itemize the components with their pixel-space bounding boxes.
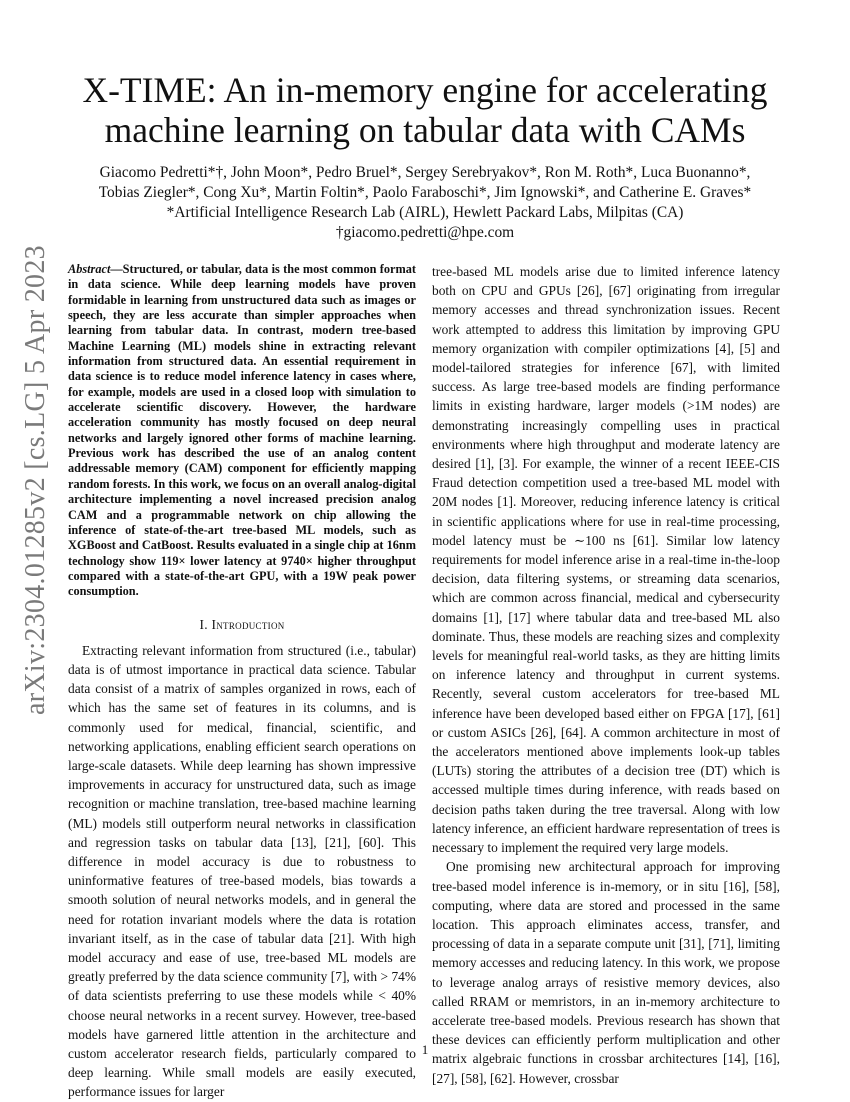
affiliation: *Artificial Intelligence Research Lab (AIRL), Hewlett Packard Labs, Milpitas (CA) xyxy=(166,204,684,221)
left-column xyxy=(68,262,416,1102)
authors-line-2: Tobias Ziegler*, Cong Xu*, Martin Foltin*, Paolo Faraboschi*, Jim Ignowski*, and Catherine E. Graves* xyxy=(98,184,752,201)
abstract-lead: Abstract xyxy=(68,262,111,276)
authors-line-1: Giacomo Pedretti*†, John Moon*, Pedro Bruel*, Sergey Serebryakov*, Ron M. Roth*, Luca Buonanno*, xyxy=(99,164,751,181)
intro-paragraph-2: One promising new architectural approach for improving tree-based model inference is in-memory, or in situ [16], [58], computing, where data are stored and processed in the same location. This approach eliminates access, transfer, and processing of data in a separate compute unit [31], [71], limiting memory accesses and reducing latency. In this work, we propose to leverage analog arrays of resistive memory devices, also called RRAM or memristors, in an in-memory architecture to accelerate tree-based models. Previous research has shown that these devices can efficiently perform multiplication and other matrix algebraic functions in crossbar architectures [14], [16], [27], [58], [62]. However, crossbar xyxy=(432,859,780,1086)
page-number: 1 xyxy=(421,1042,429,1057)
abstract-text: —Structured, or tabular, data is the most common format in data science. While deep learning models have proven formidable in learning from unstructured data such as images or speech, they are less accurate than simpler approaches when learning from tabular data. In contrast, modern tree-based Machine Learning (ML) models shine in extracting relevant information from structured data. An essential requirement in data science is to reduce model inference latency in cases where, for example, models are used in a closed loop with simulation to accelerate scientific discovery. However, the hardware acceleration community has mostly focused on deep neural networks and largely ignored other forms of machine learning. Previous work has described the use of an analog content addressable memory (CAM) component for efficiently mapping random forests. In this work, we focus on an overall analog-digital architecture implementing a novel increased precision analog CAM and a programmable network on chip allowing the inference of state-of-the-art tree-based ML models, such as XGBoost and CatBoost. Results evaluated in a single chip at 16nm technology show 119× lower latency at 9740× higher throughput compared with a state-of-the-art GPU, with a 19W peak power consumption. xyxy=(68,262,416,599)
author-block xyxy=(60,163,790,243)
title-line-1: X-TIME: An in-memory engine for accelerating xyxy=(82,70,768,110)
paper-title xyxy=(60,70,790,150)
arxiv-sidebar xyxy=(8,245,64,715)
author-email: †giacomo.pedretti@hpe.com xyxy=(335,224,515,241)
right-column xyxy=(432,262,780,1088)
section-heading: I. Introduction xyxy=(199,616,285,632)
intro-paragraph-1-continued: tree-based ML models arise due to limited inference latency both on CPU and GPUs [26], [67] originating from irregular memory accesses and thread synchronization issues. Recent work attempted to address this limitation by improving GPU memory organization with compiler optimizations [4], [5] and model-tailored strategies for inference [67], with limited success. As large tree-based models are finding performance limits in existing hardware, larger models (>1M nodes) are demonstrating increasingly compelling uses in practical environments where high throughput and moderate latency are desired [1], [3]. For example, the winner of a recent IEEE-CIS Fraud detection competition used a tree-based ML model with 20M nodes [1]. Moreover, reducing inference latency is critical in scientific applications where for use in real-time processing, model latency must be ∼100 ns [61]. Similar low latency requirements for model inference arise in a real-time in-the-loop decision, data filtering systems, or streaming data scenarios, which are common across financial, medical and cybersecurity domains [1], [17] where tabular data and tree-based ML also dominate. Thus, these models are reaching sizes and complexity levels for meaningful real-world tasks, as they are hitting limits on inference latency and throughput in current systems. Recently, several custom accelerators for tree-based ML inference have been developed based either on FPGA [17], [61] or custom ASICs [26], [64]. A common architecture in most of the accelerators mentioned above implements look-up tables (LUTs) storing the attributes of a decision tree (DT) which is accessed multiple times during inference, with reads based on decision paths taken during the tree traversal. Along with low latency inference, an efficient hardware representation of trees is necessary to implement the required very large models. xyxy=(432,264,780,856)
arxiv-identifier: arXiv:2304.01285v2 [cs.LG] 5 Apr 2023 xyxy=(20,245,51,715)
intro-paragraph-1: Extracting relevant information from structured (i.e., tabular) data is of utmost importance in practical data science. Tabular data consist of a matrix of samples organized in rows, each of which has the same set of features in its columns, and is commonly used for medical, financial, scientific, and networking applications, enabling efficient search operations on large-scale datasets. While deep learning has shown impressive improvements in accuracy for unstructured data, such as image recognition or machine translation, tree-based machine learning (ML) models still outperform neural networks in classification and regression tasks on tabular data [13], [21], [60]. This difference in model accuracy is due to robustness to uninformative features of tree-based models, bias towards a smooth solution of neural networks models, and in general the need for rotation invariant models where the data is rotation invariant itself, as in the case of tabular data [21]. With high model accuracy and ease of use, tree-based ML models are greatly preferred by the data science community [7], with > 74% of data scientists preferring to use these models while < 40% choose neural networks in a recent survey. However, tree-based models have garnered little attention in the architecture and custom accelerator research fields, particularly compared to deep learning. While small models are easily executed, performance issues for larger xyxy=(68,642,416,1100)
abstract xyxy=(68,262,416,600)
title-line-2: machine learning on tabular data with CAMs xyxy=(104,110,746,150)
